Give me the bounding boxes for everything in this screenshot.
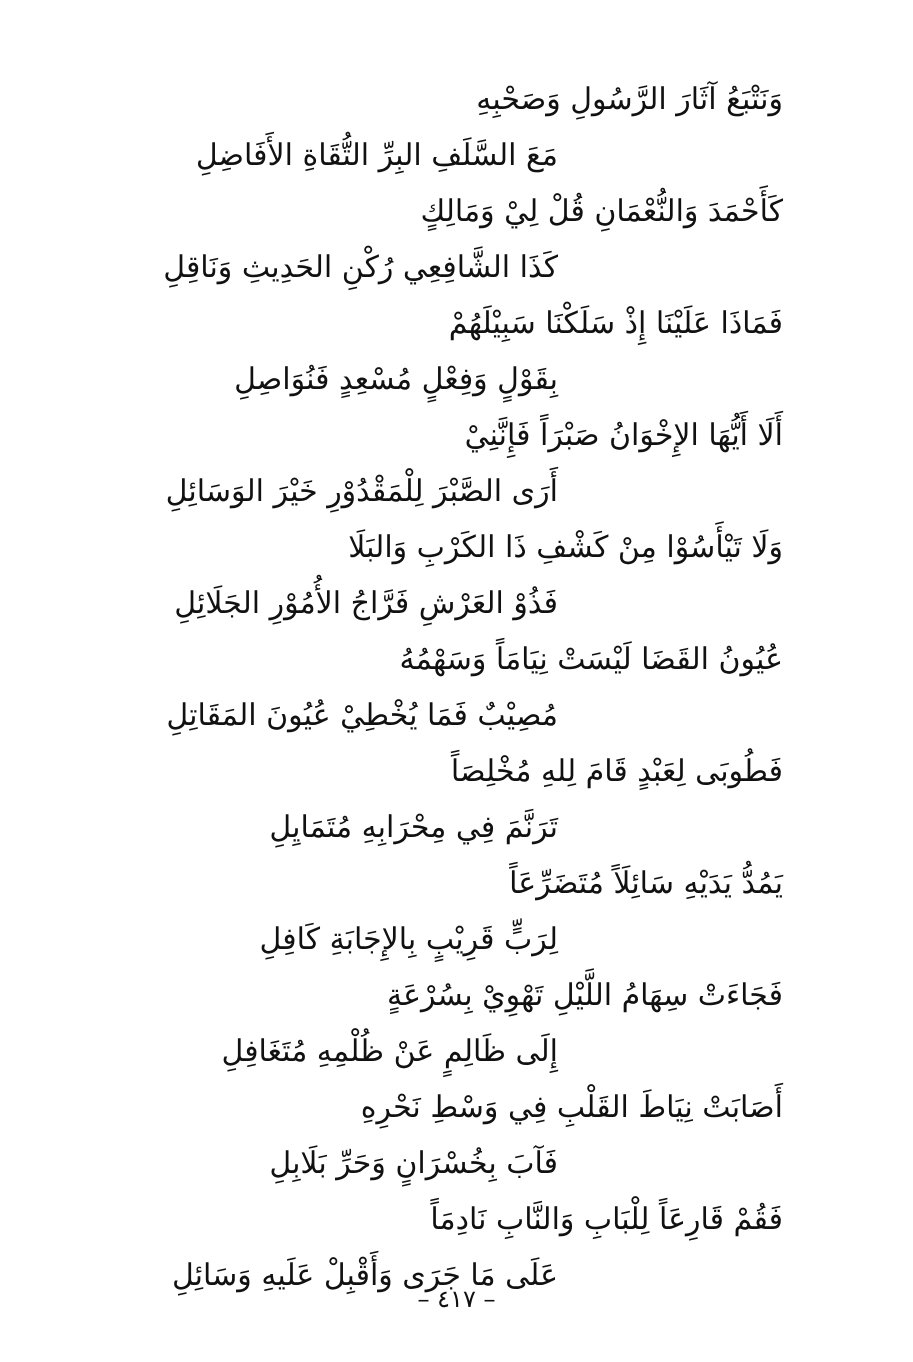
poem-line-10: فَذُوْ العَرْشِ فَرَّاجُ الأُمُوْرِ الجَلَائِلِ (174, 586, 558, 621)
page-number: – ٤١٧ – (417, 1285, 496, 1313)
poem-line-18: إِلَى ظَالِمٍ عَنْ ظُلْمِهِ مُتَغَافِلِ (221, 1034, 558, 1069)
poem-line-4: كَذَا الشَّافِعِي رُكْنِ الحَدِيثِ وَنَاقِلِ (163, 250, 558, 285)
poem-line-1: وَنَتْبَعُ آثَارَ الرَّسُولِ وَصَحْبِهِ (476, 82, 783, 117)
poem-line-20: فَآبَ بِخُسْرَانٍ وَحَرِّ بَلَابِلِ (269, 1146, 558, 1181)
poem-line-21: فَقُمْ قَارِعَاً لِلْبَابِ وَالنَّابِ نَادِمَاً (430, 1202, 783, 1237)
poem-line-12: مُصِيْبٌ فَمَا يُخْطِيْ عُيُونَ المَقَاتِلِ (166, 698, 558, 733)
poem-line-2: مَعَ السَّلَفِ البِرِّ التُّقَاةِ الأَفَاضِلِ (195, 138, 558, 173)
poem-line-14: تَرَنَّمَ فِي مِحْرَابِهِ مُتَمَايِلِ (269, 810, 558, 845)
poem-line-6: بِقَوْلٍ وَفِعْلٍ مُسْعِدٍ فَنُوَاصِلِ (234, 362, 558, 397)
poem-line-3: كَأَحْمَدَ وَالنُّعْمَانِ قُلْ لِيْ وَمَالِكٍ (420, 194, 783, 229)
poem-line-13: فَطُوبَى لِعَبْدٍ قَامَ لِلهِ مُخْلِصَاً (450, 754, 783, 789)
poem-line-8: أَرَى الصَّبْرَ لِلْمَقْدُوْرِ خَيْرَ الوَسَائِلِ (165, 474, 558, 509)
poem-line-5: فَمَاذَا عَلَيْنَا إِذْ سَلَكْنَا سَبِيْلَهُمْ (448, 306, 783, 341)
poem-line-16: لِرَبٍّ قَرِيْبٍ بِالإِجَابَةِ كَافِلِ (259, 922, 558, 957)
poem-line-19: أَصَابَتْ نِيَاطَ القَلْبِ فِي وَسْطِ نَحْرِهِ (360, 1090, 783, 1125)
poem-line-9: وَلَا تَيْأَسُوْا مِنْ كَشْفِ ذَا الكَرْبِ وَالبَلَا (348, 530, 783, 565)
poem-line-15: يَمُدُّ يَدَيْهِ سَائِلَاً مُتَضَرِّعَاً (509, 866, 783, 901)
poem-line-22: عَلَى مَا جَرَى وَأَقْبِلْ عَلَيهِ وَسَائِلِ (171, 1258, 558, 1293)
poem-line-11: عُيُونُ القَضَا لَيْسَتْ نِيَامَاً وَسَهْمُهُ (399, 642, 783, 677)
poem-line-7: أَلَا أَيُّهَا الإِخْوَانُ صَبْرَاً فَإِنَّنِيْ (464, 418, 783, 453)
poem-line-17: فَجَاءَتْ سِهَامُ اللَّيْلِ تَهْوِيْ بِسُرْعَةٍ (386, 978, 783, 1013)
